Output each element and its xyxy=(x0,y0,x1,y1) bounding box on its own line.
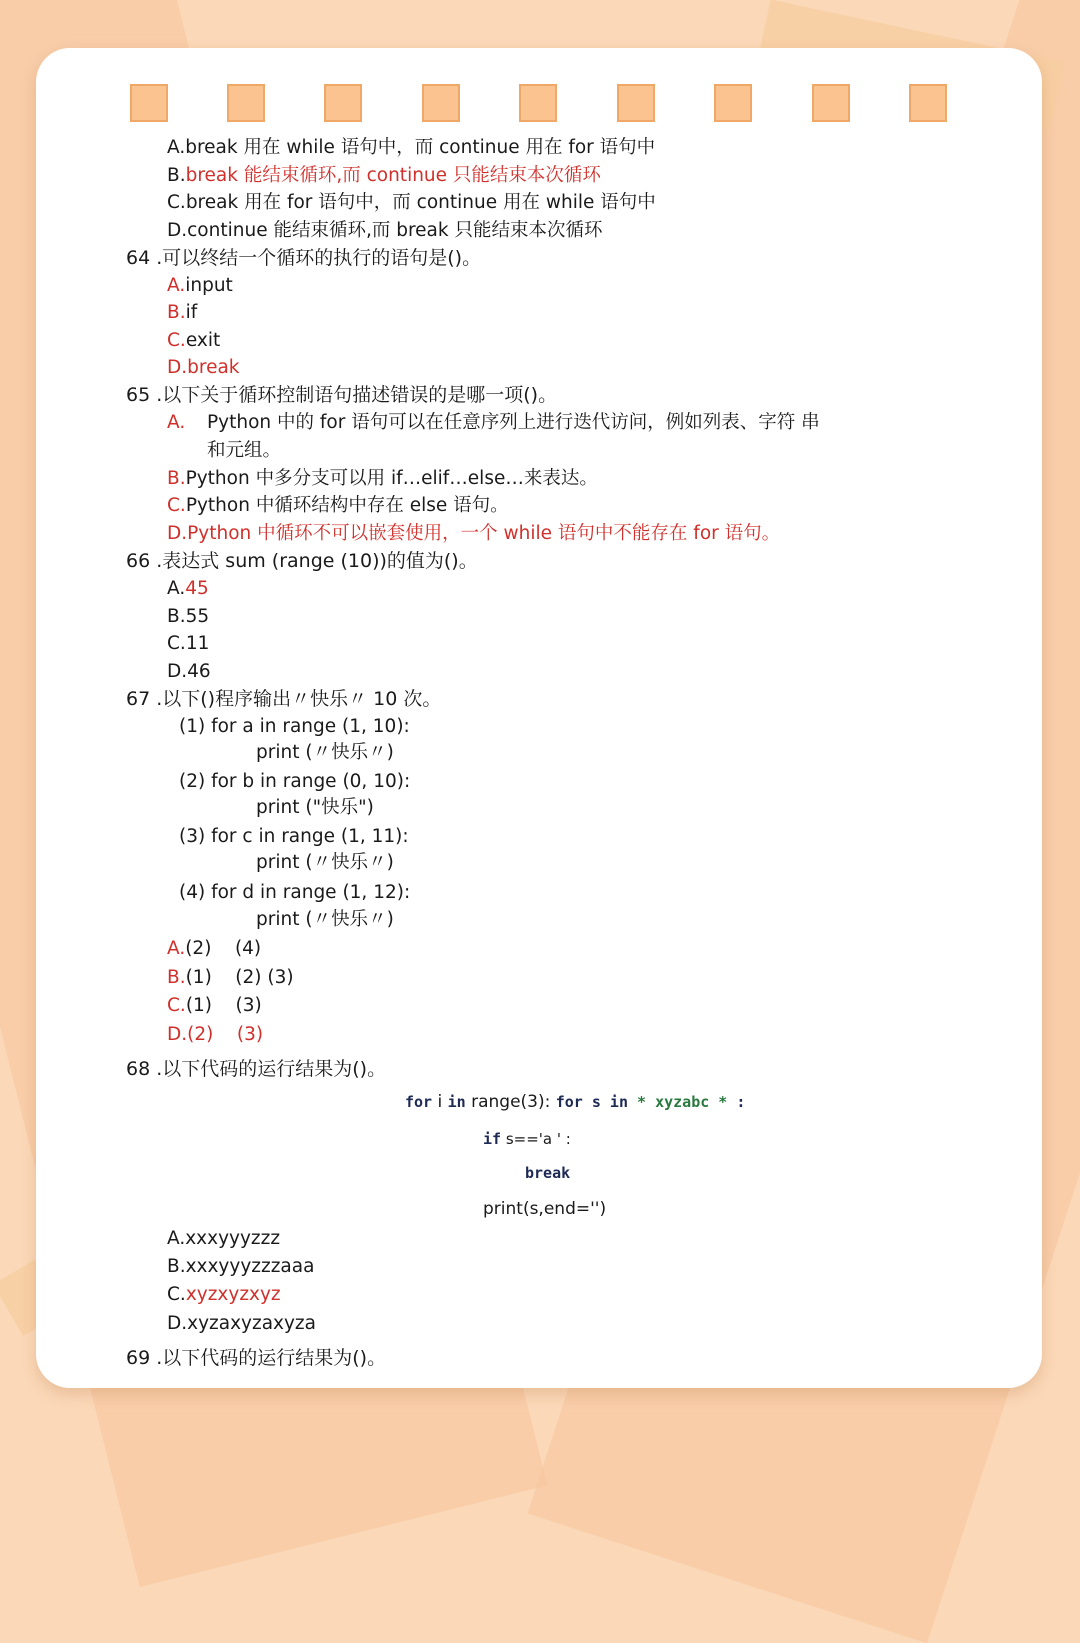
option-text: Python 中循环结构中存在 else 语句。 xyxy=(185,495,509,516)
q68-stem: 68 .以下代码的运行结果为()。 xyxy=(126,1058,387,1080)
option-label: C. xyxy=(167,330,186,351)
q65-option-a-text-line2: 和元组。 xyxy=(207,440,282,461)
option-text: 45 xyxy=(185,578,209,599)
option-label: B. xyxy=(167,1256,186,1277)
code-print: print(s,end='') xyxy=(483,1199,607,1219)
option-label: B. xyxy=(167,967,186,988)
option-text: xyzaxyzaxyza xyxy=(187,1313,316,1334)
q67-code-line: print (〃快乐〃) xyxy=(256,742,394,763)
option-label: D. xyxy=(167,661,188,682)
q67-option-d xyxy=(167,1023,263,1047)
code-string: * xyzabc * xyxy=(627,1093,737,1111)
q63-option-b xyxy=(167,164,601,188)
code-punct: : xyxy=(736,1093,746,1111)
option-text: continue 能结束循环,而 break 只能结束本次循环 xyxy=(187,220,603,241)
q67-option-a xyxy=(167,937,261,961)
code-condition: s=='a ' : xyxy=(501,1130,571,1148)
option-label: C. xyxy=(167,995,186,1016)
q66-option-c xyxy=(167,632,209,656)
option-label: A. xyxy=(167,938,186,959)
option-label: A. xyxy=(167,412,186,433)
q68-option-c xyxy=(167,1283,281,1307)
q67-code-line: print (〃快乐〃) xyxy=(256,909,394,930)
q68-code-line-3 xyxy=(525,1161,570,1185)
option-text: Python 中循环不可以嵌套使用，一个 while 语句中不能存在 for 语句。 xyxy=(187,523,781,544)
option-text: 46 xyxy=(187,661,211,682)
code-keyword: in xyxy=(447,1093,466,1111)
q67-code-line: print ("快乐") xyxy=(256,797,374,818)
option-label: C. xyxy=(167,192,186,213)
q67-code-line: (2) for b in range (0, 10): xyxy=(179,771,411,792)
q69-stem: 69 .以下代码的运行结果为()。 xyxy=(126,1347,387,1369)
option-label: D. xyxy=(167,220,188,241)
q68-code-line-1 xyxy=(405,1090,745,1114)
code-call: range(3): xyxy=(465,1092,556,1112)
code-keyword: for xyxy=(405,1093,433,1111)
option-text: xxxyyyzzzaaa xyxy=(185,1256,315,1277)
q63-option-c xyxy=(167,191,656,215)
q67-stem: 67 .以下()程序输出〃快乐〃 10 次。 xyxy=(126,688,442,710)
q68-option-a xyxy=(167,1227,280,1251)
q65-option-d xyxy=(167,522,780,546)
q65-option-a xyxy=(167,411,185,435)
q66-stem: 66 .表达式 sum (range (10))的值为()。 xyxy=(126,550,478,572)
option-text: break 用在 for 语句中，而 continue 用在 while 语句中 xyxy=(185,192,656,213)
option-text: 55 xyxy=(185,606,210,627)
q65-option-c xyxy=(167,494,509,518)
q66-option-d xyxy=(167,660,211,684)
option-text: break 能结束循环,而 continue 只能结束本次循环 xyxy=(185,165,601,186)
q65-option-a-text-line1: Python 中的 for 语句可以在任意序列上进行迭代访问，例如列表、字符 串 xyxy=(207,412,820,433)
q67-option-c xyxy=(167,994,262,1018)
option-text: (2) (4) xyxy=(185,938,262,959)
q68-code-line-4 xyxy=(483,1197,606,1221)
option-text: (1) (2) (3) xyxy=(185,967,294,988)
option-label: A. xyxy=(167,578,186,599)
code-variable: i xyxy=(432,1092,448,1112)
code-keyword: if xyxy=(483,1130,502,1148)
option-label: B. xyxy=(167,606,186,627)
q64-option-c xyxy=(167,329,220,353)
option-label: A. xyxy=(167,137,186,158)
q68-option-d xyxy=(167,1312,316,1336)
option-text: (1) (3) xyxy=(185,995,262,1016)
option-text: if xyxy=(185,302,198,323)
q67-code-line: (4) for d in range (1, 12): xyxy=(179,882,411,903)
option-label: B. xyxy=(167,302,186,323)
q63-option-d xyxy=(167,219,602,243)
option-label: D. xyxy=(167,357,188,378)
q67-code-line: (3) for c in range (1, 11): xyxy=(179,826,409,847)
code-keyword: for s in xyxy=(555,1093,628,1111)
q67-code-line: print (〃快乐〃) xyxy=(256,852,394,873)
option-text: Python 中多分支可以用 if…elif…else…来表达。 xyxy=(185,468,598,489)
option-text: break xyxy=(187,357,240,378)
q66-option-b xyxy=(167,605,209,629)
q67-code-line: (1) for a in range (1, 10): xyxy=(179,716,410,737)
q63-option-a xyxy=(167,136,655,160)
option-text: exit xyxy=(185,330,221,351)
q64-option-b xyxy=(167,301,197,325)
option-label: D. xyxy=(167,523,188,544)
option-text: 11 xyxy=(185,633,210,654)
q64-option-d xyxy=(167,356,240,380)
q64-stem: 64 .可以终结一个循环的执行的语句是()。 xyxy=(126,247,482,269)
option-label: B. xyxy=(167,468,186,489)
option-text: input xyxy=(185,275,233,296)
option-label: A. xyxy=(167,1228,186,1249)
q64-option-a xyxy=(167,274,233,298)
q68-option-b xyxy=(167,1255,314,1279)
option-label: D. xyxy=(167,1313,188,1334)
option-label: C. xyxy=(167,1284,186,1305)
option-text: xyzxyzxyz xyxy=(185,1284,281,1305)
q65-option-b xyxy=(167,467,598,491)
q67-option-b xyxy=(167,966,294,990)
option-label: C. xyxy=(167,633,186,654)
code-keyword: break xyxy=(525,1164,571,1182)
option-label: A. xyxy=(167,275,186,296)
option-label: B. xyxy=(167,165,186,186)
option-text: (2) (3) xyxy=(187,1024,264,1045)
q65-stem: 65 .以下关于循环控制语句描述错误的是哪一项()。 xyxy=(126,384,558,406)
option-label: D. xyxy=(167,1024,188,1045)
option-label: C. xyxy=(167,495,186,516)
option-text: break 用在 while 语句中，而 continue 用在 for 语句中 xyxy=(185,137,656,158)
q66-option-a xyxy=(167,577,209,601)
option-text: xxxyyyzzz xyxy=(185,1228,281,1249)
q68-code-line-2 xyxy=(483,1127,571,1151)
